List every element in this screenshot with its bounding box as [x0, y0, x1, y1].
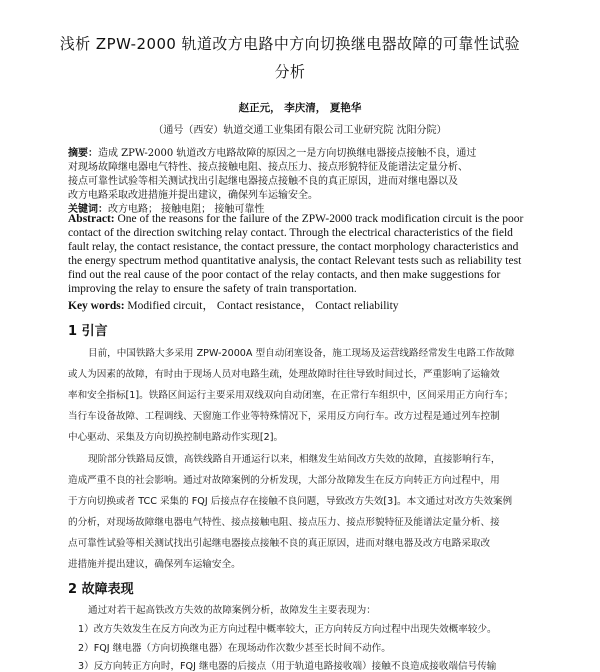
list-item: 1）改方失效发生在反方向改为正方向过程中概率较大，正方向转反方向过程中出现失效概率较少。	[78, 624, 497, 635]
body-text-line: 或人为因素的故障，有时由于现场人员对电路生疏，处理故障时往往导致时间过长，严重影响了运输效	[68, 369, 500, 380]
body-text-line: 通过对若干起高铁改方失效的故障案例分析，故障发生主要表现为：	[88, 605, 376, 616]
abstract-en-label: Abstract:	[68, 213, 115, 225]
keywords-cn-text: 改方电路； 接触电阻； 接触可靠性	[108, 204, 265, 215]
abstract-en-line: fault relay, the contact resistance, the contact pressure, the contact morphology characteristics and	[68, 241, 519, 253]
body-text-line: 于方向切换或者 TCC 采集的 FQJ 后接点存在接触不良问题，导致改方失效[3]。本文通过对改方失效案例	[68, 496, 513, 507]
abstract-en-line: find out the real cause of the poor contact of the relay contacts, and then make suggestions for	[68, 269, 501, 281]
list-item: 2）FQJ 继电器（方向切换继电器）在现场动作次数少甚至长时间不动作。	[78, 643, 391, 654]
keywords-en-label: Key words:	[68, 300, 125, 312]
body-text-line: 的分析，对现场故障继电器电气特性、接点接触电阻、接点压力、接点形貌特征及能谱法定量分析、接	[68, 517, 500, 528]
body-text-line: 现阶部分铁路局反馈，高铁线路自开通运行以来，相继发生站间改方失效的故障，直接影响行车，	[88, 454, 501, 465]
abstract-cn-line: 改方电路采取改进措施并提出建议，确保列车运输安全。	[68, 190, 318, 201]
abstract-en-line: contact of the direction switching relay contact. Through the electrical characteristics of the field	[68, 227, 513, 239]
body-text-line: 率和安全指标[1]。铁路区间运行主要采用双线双向自动闭塞，在正常行车组织中，区间采用正方向行车；	[68, 390, 514, 401]
body-text-line: 当行车设备故障、工程调线、天窗施工作业等特殊情况下，采用反方向行车。改方过程是通过列车控制	[68, 411, 500, 422]
section-heading-fault-manifestation: 2 故障表现	[68, 582, 134, 597]
body-text-line: 中心驱动、采集及方向切换控制电路动作实现[2]。	[68, 432, 284, 443]
paper-title-line-2: 分析	[274, 63, 306, 81]
affiliation: （通号（西安）轨道交通工业集团有限公司工业研究院 沈阳分院）	[153, 125, 447, 136]
abstract-en-line	[68, 213, 523, 225]
body-text-line: 进措施并提出建议，确保列车运输安全。	[68, 559, 241, 570]
abstract-en-line: the energy spectrum method quantitative analysis, the contact Relevant tests such as reliability test	[68, 255, 522, 267]
author-list: 赵正元， 李庆清， 夏艳华	[238, 102, 362, 114]
section-heading-introduction: 1 引言	[68, 324, 108, 339]
abstract-en-text: One of the reasons for the failure of the ZPW-2000 track modification circuit is the poor	[114, 213, 524, 225]
abstract-cn-line: 接点可靠性试验等相关测试找出引起继电器接点接触不良的真正原因，进而对继电器以及	[68, 176, 458, 187]
abstract-cn-line	[68, 144, 476, 159]
keywords-cn-label: 关键词：	[68, 204, 108, 215]
abstract-cn-line: 对现场故障继电器电气特性、接点接触电阻、接点压力、接点形貌特征及能谱法定量分析、	[68, 162, 468, 173]
abstract-cn-text: 造成 ZPW-2000 轨道改方电路故障的原因之一是方向切换继电器接点接触不良，通过	[98, 148, 477, 159]
abstract-en-line: improving the relay to ensure the safety of train transportation.	[68, 283, 357, 295]
body-text-line: 造成严重不良的社会影响。通过对故障案例的分析发现，大部分故障发生在反方向转正方向过程中，用	[68, 475, 500, 486]
body-text-line: 目前，中国铁路大多采用 ZPW-2000A 型自动闭塞设备，施工现场及运营线路经常发生电路工作故障	[88, 348, 515, 359]
keywords-en-text: Modified circuit， Contact resistance， Contact reliability	[124, 300, 399, 312]
abstract-cn-label: 摘要：	[68, 148, 98, 159]
paper-title-line-1: 浅析 ZPW-2000 轨道改方电路中方向切换继电器故障的可靠性试验	[59, 35, 521, 53]
keywords-en-line	[68, 297, 399, 313]
body-text-line: 点可靠性试验等相关测试找出引起继电器接点接触不良的真正原因，进而对继电器及改方电路采取改	[68, 538, 491, 549]
list-item: 3）反方向转正方向时，FQJ 继电器的后接点（用于轨道电路接收端）接触不良造成接收端信号传输	[78, 661, 497, 672]
